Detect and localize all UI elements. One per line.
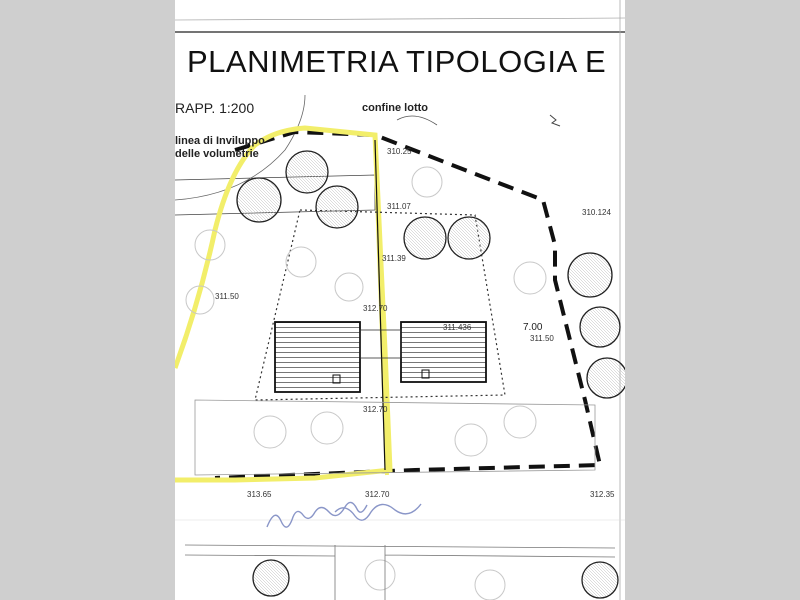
tree: [311, 412, 343, 444]
north-marker-icon: [550, 115, 560, 126]
tree: [254, 416, 286, 448]
tree: [335, 273, 363, 301]
tree: [286, 151, 328, 193]
tree: [448, 217, 490, 259]
elevation-label: 311.07: [387, 202, 411, 211]
boundary-label: confine lotto: [362, 102, 428, 114]
elevation-label: 311.39: [382, 254, 406, 263]
dimension-label: 7.00: [523, 322, 543, 333]
tree: [253, 560, 289, 596]
tree: [582, 562, 618, 598]
elevation-label: 313.65: [247, 490, 272, 499]
tree: [580, 307, 620, 347]
elevation-label: 311.436: [443, 323, 472, 332]
elevation-label: 310.124: [582, 208, 611, 217]
sheet-frame-top-thin: [175, 18, 625, 20]
envelope-line: [175, 128, 390, 480]
signature-icon: [267, 502, 421, 527]
plan-sheet: [175, 0, 625, 600]
scale-label: RAPP. 1:200: [175, 100, 255, 116]
elevation-label: 310.25: [387, 147, 412, 156]
site-plan-drawing: [175, 0, 625, 600]
elevation-label: 312.70: [363, 304, 388, 313]
elevation-label: 312.70: [363, 405, 388, 414]
tree: [587, 358, 625, 398]
tree: [286, 247, 316, 277]
plan-title: PLANIMETRIA TIPOLOGIA E: [187, 44, 607, 79]
building-left: [275, 322, 360, 392]
tree: [316, 186, 358, 228]
tree: [504, 406, 536, 438]
elevation-label: 311.50: [215, 292, 239, 301]
tree: [514, 262, 546, 294]
tree: [568, 253, 612, 297]
trees-light: [186, 167, 546, 600]
lower-plan-lines: [185, 545, 615, 600]
tree: [475, 570, 505, 600]
elevation-label: 312.35: [590, 490, 615, 499]
tree: [412, 167, 442, 197]
elevation-label: 312.70: [365, 490, 390, 499]
elevation-label: 311.50: [530, 334, 554, 343]
tree: [404, 217, 446, 259]
boundary-arrow: [397, 116, 437, 125]
tree: [365, 560, 395, 590]
tree: [455, 424, 487, 456]
envelope-label: linea di Inviluppo delle volumetrie: [175, 135, 265, 160]
tree: [237, 178, 281, 222]
